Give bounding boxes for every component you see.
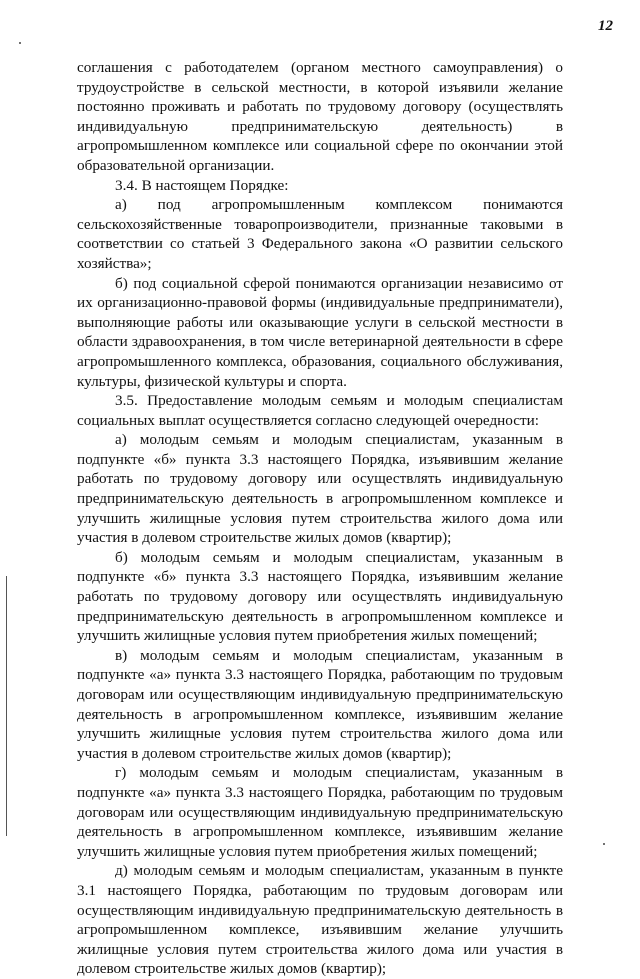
paragraph-3-5-d: д) молодым семьям и молодым специалистам, указанным в пункте 3.1 настоящего Порядка, работающим по трудовым договорам или осуществляющим индивидуальную предпринимательскую деятельность в агропромышленном комплексе, изъявившим желание улучшить жилищные условия путем строительства жилого дома или участия в долевом строительстве жилых домов (квартир); bbox=[77, 862, 563, 978]
page-number: 12 bbox=[598, 18, 613, 34]
paragraph-3-4: 3.4. В настоящем Порядке: bbox=[115, 176, 289, 194]
paragraph-3-5: 3.5. Предоставление молодым семьям и молодым специалистам социальных выплат осуществляется согласно следующей очередности: bbox=[77, 392, 563, 429]
scan-speck bbox=[603, 843, 605, 845]
scan-margin-line bbox=[6, 576, 7, 836]
paragraph-3-4-a: а) под агропромышленным комплексом понимаются сельскохозяйственные товаропроизводители, признанные таковыми в соответствии со статьей 3 Федерального закона «О развитии сельского хозяйства»; bbox=[77, 196, 563, 272]
paragraph-3-5-a: а) молодым семьям и молодым специалистам, указанным в подпункте «б» пункта 3.3 настоящего Порядка, изъявившим желание работать по трудовому договору или осуществлять индивидуальную предпринимательскую деятельность в агропромышленном комплексе и улучшить жилищные условия путем строительства жилого дома или участия в долевом строительстве жилых домов (квартир); bbox=[77, 431, 563, 547]
document-body bbox=[77, 58, 563, 979]
scan-speck bbox=[19, 42, 21, 44]
paragraph-3-5-g: г) молодым семьям и молодым специалистам, указанным в подпункте «а» пункта 3.3 настоящего Порядка, работающим по трудовым договорам или осуществляющим индивидуальную предпринимательскую деятельность в агропромышленном комплексе, изъявившим желание улучшить жилищные условия путем приобретения жилых помещений; bbox=[77, 764, 563, 860]
paragraph-continuation: соглашения с работодателем (органом местного самоуправления) о трудоустройстве в сельской местности, в которой изъявили желание постоянно проживать и работать по трудовому договору (осуществлять индивидуальную предпринимательскую деятельность) в агропромышленном комплексе или социальной сфере по окончании этой образовательной организации. bbox=[77, 59, 563, 174]
paragraph-3-5-b: б) молодым семьям и молодым специалистам, указанным в подпункте «б» пункта 3.3 настоящего Порядка, изъявившим желание работать по трудовому договору или осуществлять индивидуальную предпринимательскую деятельность в агропромышленном комплексе и улучшить жилищные условия путем приобретения жилых помещений; bbox=[77, 548, 563, 645]
paragraph-3-5-v: в) молодым семьям и молодым специалистам, указанным в подпункте «а» пункта 3.3 настоящего Порядка, работающим по трудовым договорам или осуществляющим индивидуальную предпринимательскую деятельность в агропромышленном комплексе, изъявившим желание улучшить жилищные условия путем строительства жилого дома или участия в долевом строительстве жилых домов (квартир); bbox=[77, 646, 563, 762]
paragraph-3-4-b: б) под социальной сферой понимаются организации независимо от их организационно-правовой формы (индивидуальные предприниматели), выполняющие работы или оказывающие услуги в сельской местности в области здравоохранения, в том числе ветеринарной деятельности в сфере агропромышленного комплекса, образования, социального обслуживания, культуры, физической культуры и спорта. bbox=[77, 274, 563, 390]
